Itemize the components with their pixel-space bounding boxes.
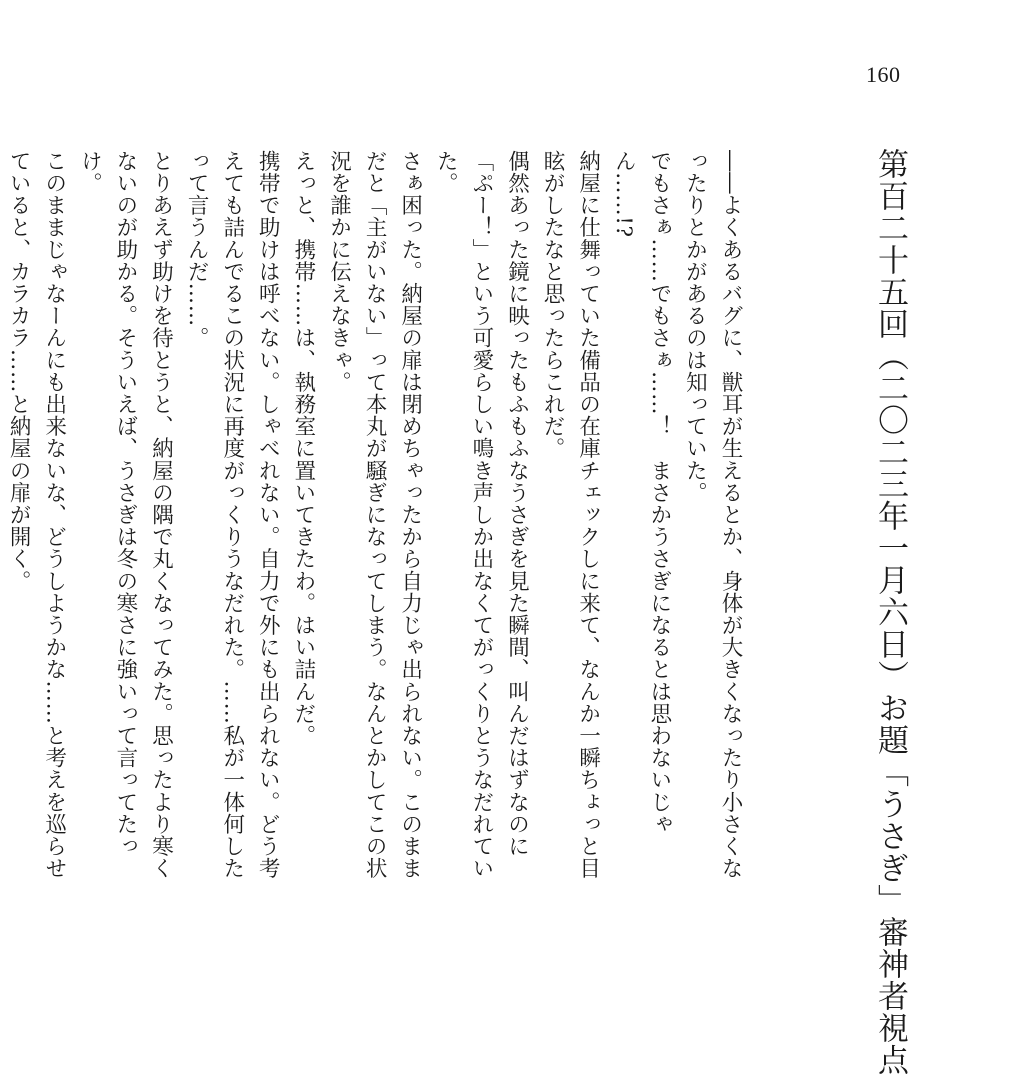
body-text (0, 150, 748, 900)
paragraph: でもさぁ……でもさぁ……！ まさかうさぎになるとは思わないじゃん……!? (611, 150, 672, 836)
paragraph: 偶然あった鏡に映ったもふもふなうさぎを見た瞬間、叫んだはずなのに「ぷー！」という可愛らしい鳴き声しか出なくてがっくりとうなだれていた。 (433, 150, 530, 880)
page-number: 160 (866, 62, 901, 87)
paragraph: 携帯で助けは呼べない。しゃべれない。自力で外にも出られない。どう考えても詰んでるこの状況に再度がっくりうなだれた。……私が一体何したって言うんだ……。 (184, 150, 281, 880)
paragraph: 納屋に仕舞っていた備品の在庫チェックしに来て、なんか一瞬ちょっと目眩がしたなと思ったらこれだ。 (540, 150, 601, 880)
paragraph: ――よくあるバグに、獣耳が生えるとか、身体が大きくなったり小さくなったりとかがあるのは知っていた。 (682, 150, 743, 880)
chapter-title: 第百二十五回（二〇二三年一月六日）お題「うさぎ」審神者視点 (872, 148, 908, 1076)
paragraph: えっと、携帯……は、執務室に置いてきたわ。はい詰んだ。 (290, 150, 316, 747)
paragraph: このままじゃなーんにも出来ないな、どうしようかな……と考えを巡らせていると、カラカラ……と納屋の扉が開く。 (6, 150, 67, 880)
paragraph: とりあえず助けを待とうと、納屋の隅で丸くなってみた。思ったより寒くないのが助かる。そういえば、うさぎは冬の寒さに強いって言ってたっけ。 (77, 150, 174, 880)
paragraph: さぁ困った。納屋の扉は閉めちゃったから自力じゃ出られない。このままだと「主がいない」って本丸が騒ぎになってしまう。なんとかしてこの状況を誰かに伝えなきゃ。 (326, 150, 423, 880)
